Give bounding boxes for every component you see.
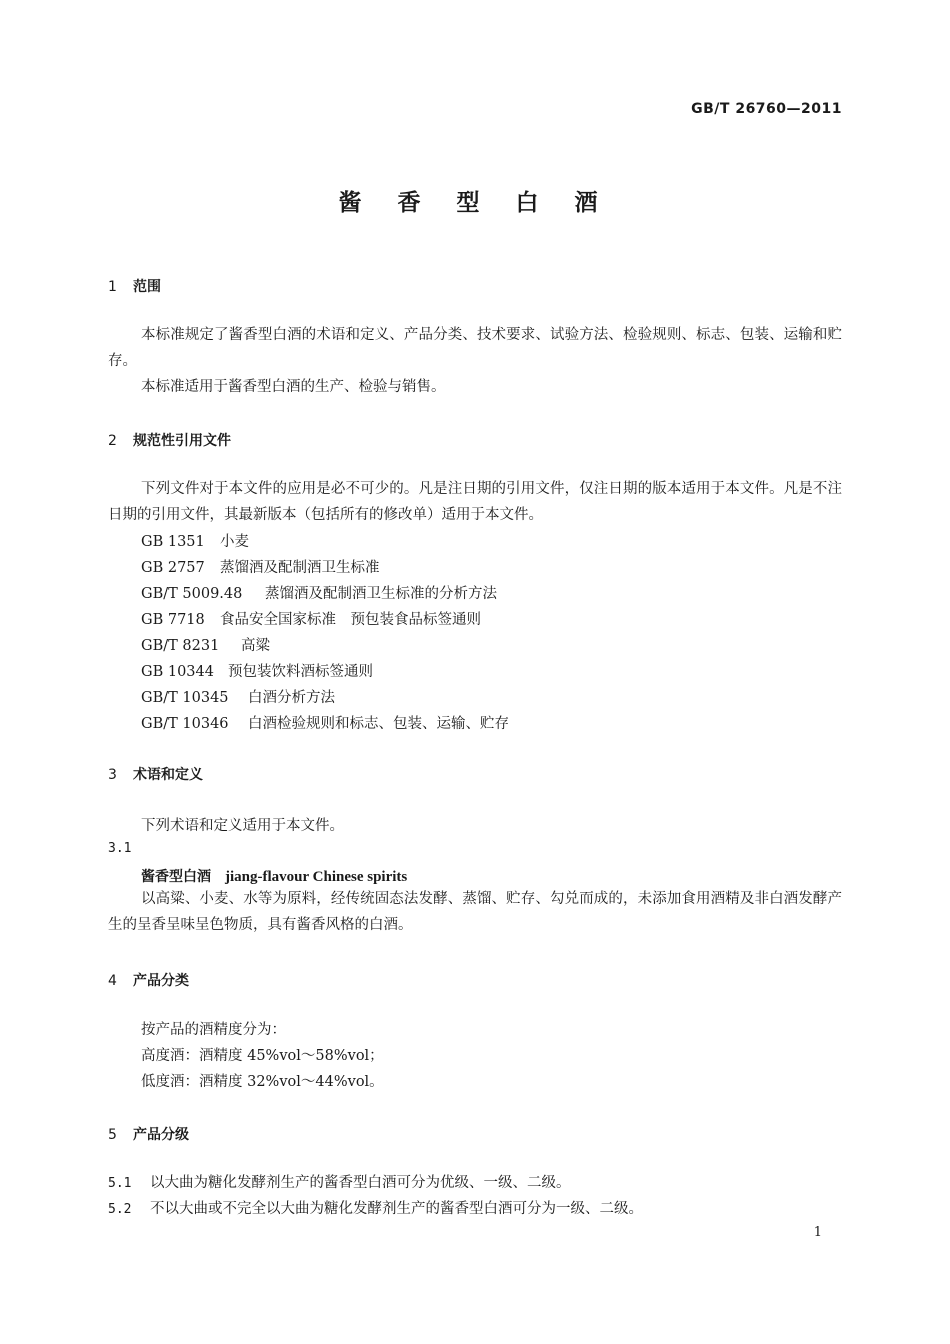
reference-code: GB 1351 [141, 534, 205, 550]
standard-number: GB/T 26760—2011 [691, 101, 842, 117]
section-number: 3 [108, 767, 117, 783]
section-5-heading [108, 1124, 189, 1144]
section-title: 产品分级 [133, 1127, 189, 1143]
section-title: 术语和定义 [133, 767, 203, 783]
reference-name: 白酒检验规则和标志、包装、运输、贮存 [248, 716, 509, 732]
term-definition: 以高粱、小麦、水等为原料，经传统固态法发酵、蒸馏、贮存、勾兑而成的，未添加食用酒精及非白酒发酵产生的呈香呈味呈色物质，具有酱香风格的白酒。 [108, 891, 842, 933]
reference-code: GB 7718 [141, 612, 205, 628]
reference-item [141, 660, 373, 681]
scope-paragraph-2: 本标准适用于酱香型白酒的生产、检验与销售。 [141, 379, 446, 395]
reference-item [141, 634, 270, 655]
reference-item [141, 608, 481, 629]
section-title: 产品分类 [133, 973, 189, 989]
reference-name: 食品安全国家标准 预包装食品标签通则 [220, 612, 481, 628]
section-title: 范围 [133, 279, 161, 295]
classification-intro: 按产品的酒精度分为： [141, 1022, 286, 1038]
reference-code: GB 2757 [141, 560, 205, 576]
reference-code: GB/T 8231 [141, 638, 220, 654]
scope-paragraph-1: 本标准规定了酱香型白酒的术语和定义、产品分类、技术要求、试验方法、检验规则、标志、包装、运输和贮存。 [108, 327, 842, 369]
section-title: 规范性引用文件 [133, 433, 231, 449]
section-number: 4 [108, 973, 117, 989]
term-entry [141, 866, 407, 886]
page-number: 1 [813, 1225, 822, 1240]
reference-item [141, 712, 509, 733]
reference-item [141, 556, 380, 577]
terms-intro: 下列术语和定义适用于本文件。 [141, 818, 344, 834]
classification-low: 低度酒：酒精度 32%vol～44%vol。 [141, 1074, 384, 1090]
classification-high: 高度酒：酒精度 45%vol～58%vol； [141, 1048, 384, 1064]
reference-item [141, 582, 497, 603]
term-english: jiang-flavour Chinese spirits [225, 869, 408, 885]
section-1-heading [108, 276, 161, 296]
reference-code: GB/T 10345 [141, 690, 229, 706]
section-3-heading [108, 764, 203, 784]
reference-name: 蒸馏酒及配制酒卫生标准的分析方法 [265, 586, 497, 602]
term-chinese: 酱香型白酒 [141, 869, 211, 885]
reference-name: 小麦 [220, 534, 249, 550]
grade-item-2: 5.2 不以大曲或不完全以大曲为糖化发酵剂生产的酱香型白酒可分为一级、二级。 [108, 1201, 643, 1217]
grade-item-1: 5.1 以大曲为糖化发酵剂生产的酱香型白酒可分为优级、一级、二级。 [108, 1175, 571, 1191]
section-number: 1 [108, 279, 117, 295]
reference-code: GB/T 5009.48 [141, 586, 243, 602]
reference-code: GB/T 10346 [141, 716, 229, 732]
section-number: 2 [108, 433, 117, 449]
references-intro: 下列文件对于本文件的应用是必不可少的。凡是注日期的引用文件，仅注日期的版本适用于本文件。凡是不注日期的引用文件，其最新版本（包括所有的修改单）适用于本文件。 [108, 481, 842, 523]
reference-item [141, 530, 249, 551]
reference-name: 白酒分析方法 [248, 690, 335, 706]
reference-name: 预包装饮料酒标签通则 [228, 664, 373, 680]
section-4-heading [108, 970, 189, 990]
section-number: 5 [108, 1127, 117, 1143]
reference-code: GB 10344 [141, 664, 214, 680]
page-title: 酱 香 型 白 酒 [338, 190, 612, 216]
section-2-heading [108, 430, 231, 450]
reference-name: 高粱 [241, 638, 270, 654]
subclause-number: 3.1 [108, 841, 132, 856]
reference-item [141, 686, 335, 707]
reference-name: 蒸馏酒及配制酒卫生标准 [220, 560, 380, 576]
